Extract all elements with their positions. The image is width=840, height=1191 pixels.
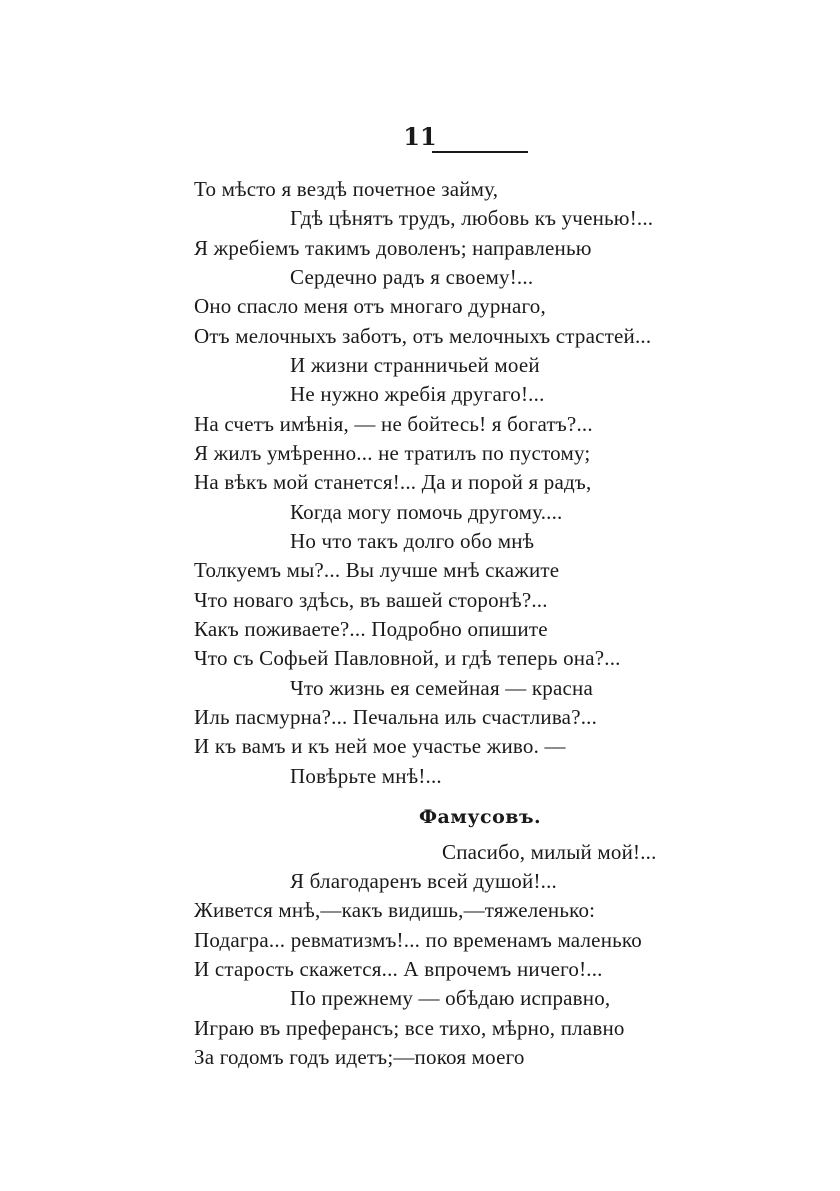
- verse-line: Какъ поживаете?... Подробно опишите: [194, 617, 548, 641]
- verse-line: Спасибо, милый мой!...: [442, 840, 657, 864]
- verse-line: На счетъ имѣнія, — не бойтесь! я богатъ?...: [194, 412, 593, 436]
- verse-line: По прежнему — обѣдаю исправно,: [290, 986, 611, 1010]
- verse-line: Что жизнь ея семейная — красна: [290, 676, 594, 700]
- verse-line: Что съ Софьей Павловной, и гдѣ теперь она?...: [194, 646, 621, 670]
- verse-line: Когда могу помочь другому....: [290, 500, 563, 524]
- verse-line: На вѣкъ мой станется!... Да и порой я радъ,: [194, 470, 592, 494]
- verse-line: Я благодаренъ всей душой!...: [290, 869, 557, 893]
- verse-line: Играю въ преферансъ; все тихо, мѣрно, плавно: [194, 1016, 625, 1040]
- verse-line: То мѣсто я вездѣ почетное займу,: [194, 177, 499, 201]
- verse-line: Я жребіемъ такимъ доволенъ; направленью: [194, 236, 592, 260]
- verse-line: Сердечно радъ я своему!...: [290, 265, 534, 289]
- verse-line: За годомъ годъ идетъ;—покоя моего: [194, 1045, 525, 1069]
- verse-line: Отъ мелочныхъ заботъ, отъ мелочныхъ страстей...: [194, 324, 652, 348]
- verse-line: И старость скажется... А впрочемъ ничего!...: [194, 957, 603, 981]
- verse-line: И къ вамъ и къ ней мое участье живо. —: [194, 734, 566, 758]
- verse-line: Я жилъ умѣренно... не тратилъ по пустому;: [194, 441, 591, 465]
- verse-line: Живется мнѣ,—какъ видишь,—тяжеленько:: [194, 898, 596, 922]
- verse-line: И жизни странничьей моей: [290, 353, 540, 377]
- verse-line: Подагра... ревматизмъ!... по временамъ маленько: [194, 928, 642, 952]
- verse-line: Гдѣ цѣнятъ трудъ, любовь къ ученью!...: [290, 206, 654, 230]
- verse-line: Что новаго здѣсь, въ вашей сторонѣ?...: [194, 588, 548, 612]
- verse-line: Не нужно жребія другаго!...: [290, 382, 545, 406]
- page-number-rule: [432, 151, 528, 153]
- verse-line: Иль пасмурна?... Печальна иль счастлива?...: [194, 705, 598, 729]
- verse-line: Но что такъ долго обо мнѣ: [290, 529, 535, 553]
- verse-line: Толкуемъ мы?... Вы лучше мнѣ скажите: [194, 558, 560, 582]
- verse-line: Оно спасло меня отъ многаго дурнаго,: [194, 294, 546, 318]
- page-number: 11: [403, 122, 437, 151]
- speaker-name: Фамусовъ.: [419, 806, 542, 828]
- verse-line: Повѣрьте мнѣ!...: [290, 764, 442, 788]
